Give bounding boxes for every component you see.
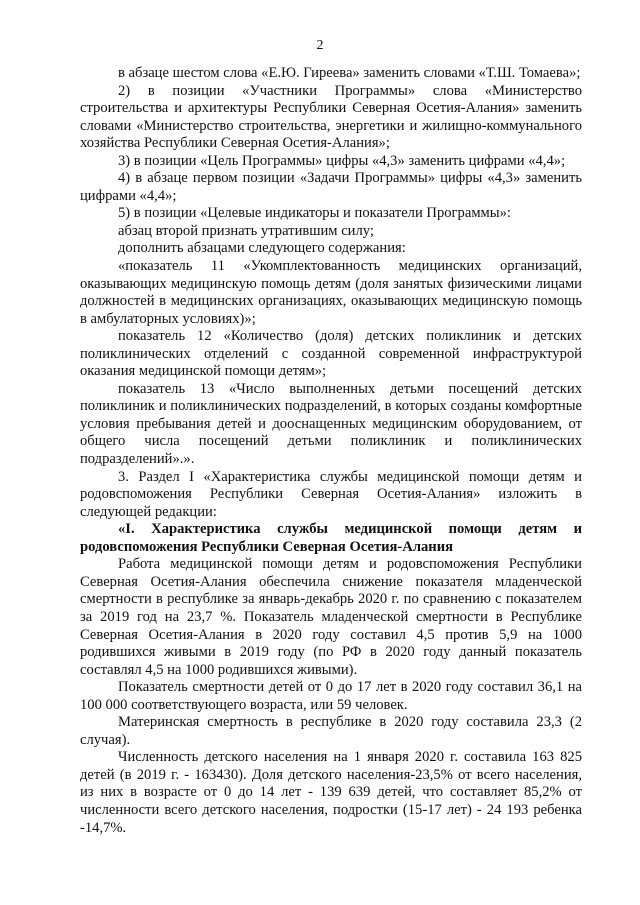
paragraph: Численность детского населения на 1 января 2020 г. составила 163 825 детей (в 2019 г. - 163430). Доля детского населения-23,5% от всего населения, из них в возрасте от 0 до 14 лет - 139 639 детей, что составляет 85,2% от численности всего детского населения, подростки (15-17 лет) - 24 193 ребенка -14,7%. — [80, 749, 582, 836]
paragraph: показатель 12 «Количество (доля) детских поликлиник и детских поликлинических отделений с созданной современной инфраструктурой оказания медицинской помощи детям»; — [80, 328, 582, 380]
paragraph: 2) в позиции «Участники Программы» слова «Министерство строительства и архитектуры Республики Северная Осетия-Алания» заменить словами «Министерство строительства, энергетики и жилищно-коммунального хозяйства Республики Северная Осетия-Алания»; — [80, 82, 582, 152]
paragraph: абзац второй признать утратившим силу; — [118, 222, 374, 239]
paragraph: 4) в абзаце первом позиции «Задачи Программы» цифры «4,3» заменить цифрами «4,4»; — [80, 170, 582, 204]
paragraph: Материнская смертность в республике в 2020 году составила 23,3 (2 случая). — [80, 714, 582, 748]
paragraph: дополнить абзацами следующего содержания: — [118, 240, 406, 257]
paragraph: 5) в позиции «Целевые индикаторы и показатели Программы»: — [118, 205, 511, 222]
document-body — [80, 65, 582, 837]
paragraph: Показатель смертности детей от 0 до 17 лет в 2020 году составил 36,1 на 100 000 соответствующего возраста, или 59 человек. — [80, 679, 582, 713]
paragraph: показатель 13 «Число выполненных детьми посещений детских поликлиник и поликлинических подразделений, в которых созданы комфортные условия пребывания детей и дооснащенных медицинским оборудованием, от общего числа посещений детьми поликлиник и поликлинических подразделений».». — [80, 380, 582, 468]
paragraph: в абзаце шестом слова «Е.Ю. Гиреева» заменить словами «Т.Ш. Томаева»; — [118, 65, 581, 81]
paragraph: Работа медицинской помощи детям и родовспоможения Республики Северная Осетия-Алания обеспечила снижение показателя младенческой смертности в республике за январь-декабрь 2020 г. по сравнению с показателем за 2019 год на 23,7 %. Показатель младенческой смертности в Республике Северная Осетия-Алания в 2020 году составил 4,5 против 5,9 на 1000 родившихся живыми в 2019 году (по РФ в 2020 году данный показатель составлял 4,5 на 1000 родившихся живыми). — [80, 556, 582, 678]
page-number: 2 — [316, 38, 324, 53]
paragraph: «показатель 11 «Укомплектованность медицинских организаций, оказывающих медицинскую помощь детям (доля занятых физическими лицами должностей в медицинских организациях, оказывающих медицинскую помощь в амбулаторных условиях)»; — [80, 258, 582, 327]
section-heading: «I. Характеристика службы медицинской помощи детям и родовспоможения Республики Северная Осетия-Алания — [80, 521, 582, 555]
paragraph: 3) в позиции «Цель Программы» цифры «4,3» заменить цифрами «4,4»; — [118, 152, 566, 169]
paragraph: 3. Раздел I «Характеристика службы медицинской помощи детям и родовспоможения Республики Северная Осетия-Алания» изложить в следующей редакции: — [80, 468, 582, 520]
